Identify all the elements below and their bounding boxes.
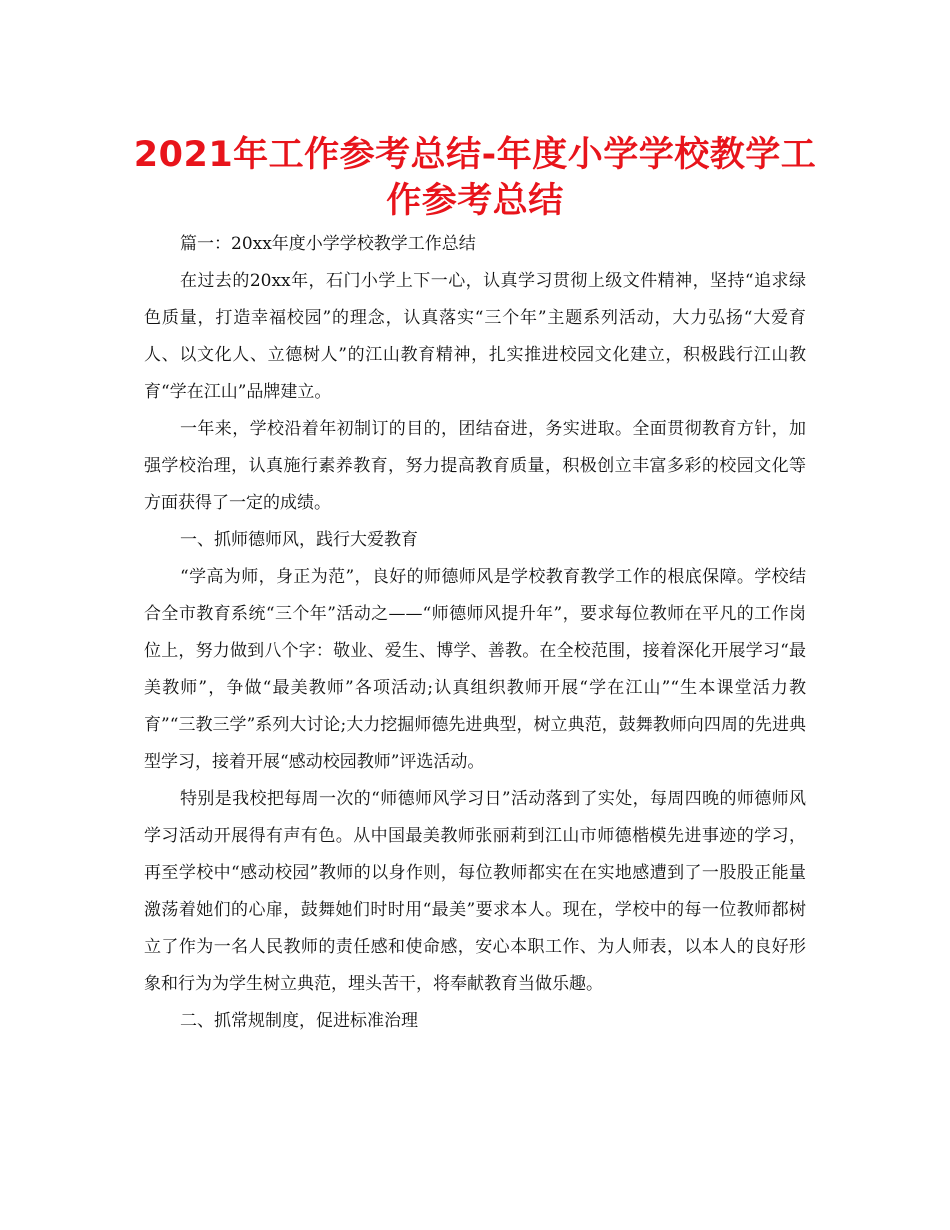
paragraph-ethics-study-day: 特别是我校把每周一次的“师德师风学习日”活动落到了实处，每周四晚的师德师风学习活动开展得有声有色。从中国最美教师张丽莉到江山市师德楷模先进事迹的学习，再至学校中“感动校园”教师的以身作则，每位教师都实在在实地感遭到了一股股正能量激荡着她们的心扉，鼓舞她们时时用“最美”要求本人。现在，学校中的每一位教师都树立了作为一名人民教师的责任感和使命感，安心本职工作、为人师表，以本人的良好形象和行为为学生树立典范，埋头苦干，将奉献教育当做乐趣。 bbox=[144, 789, 806, 994]
paragraph-intro: 在过去的20xx年，石门小学上下一心，认真学习贯彻上级文件精神，坚持“追求绿色质量，打造幸福校园”的理念，认真落实“三个年”主题系列活动，大力弘扬“大爱育人、以文化人、立德树人”的江山教育精神，扎实推进校园文化建立，积极践行江山教育“学在江山”品牌建立。 bbox=[144, 271, 806, 402]
paragraph-teacher-ethics: “学高为师，身正为范”，良好的师德师风是学校教育教学工作的根底保障。学校结合全市教育系统“三个年”活动之——“师德师风提升年”，要求每位教师在平凡的工作岗位上，努力做到八个字：敬业、爱生、博学、善教。在全校范围，接着深化开展学习“最美教师”，争做“最美教师”各项活动;认真组织教师开展“学在江山”“生本课堂活力教育”“三教三学”系列大讨论;大力挖掘师德先进典型，树立典范，鼓舞教师向四周的先进典型学习，接着开展“感动校园教师”评选活动。 bbox=[144, 567, 806, 772]
section-heading-regulations: 二、抓常规制度，促进标准治理 bbox=[180, 1011, 418, 1031]
document-title: 2021年工作参考总结-年度小学学校教学工作参考总结 bbox=[133, 135, 817, 221]
paragraph-year-summary: 一年来，学校沿着年初制订的目的，团结奋进，务实进取。全面贯彻教育方针，加强学校治理，认真施行素养教育，努力提高教育质量，积极创立丰富多彩的校园文化等方面获得了一定的成绩。 bbox=[144, 419, 806, 513]
section-heading-teacher-ethics: 一、抓师德师风，践行大爱教育 bbox=[180, 530, 418, 550]
document-body bbox=[144, 226, 806, 1040]
section-heading-part-one: 篇一：20xx年度小学学校教学工作总结 bbox=[180, 234, 476, 254]
